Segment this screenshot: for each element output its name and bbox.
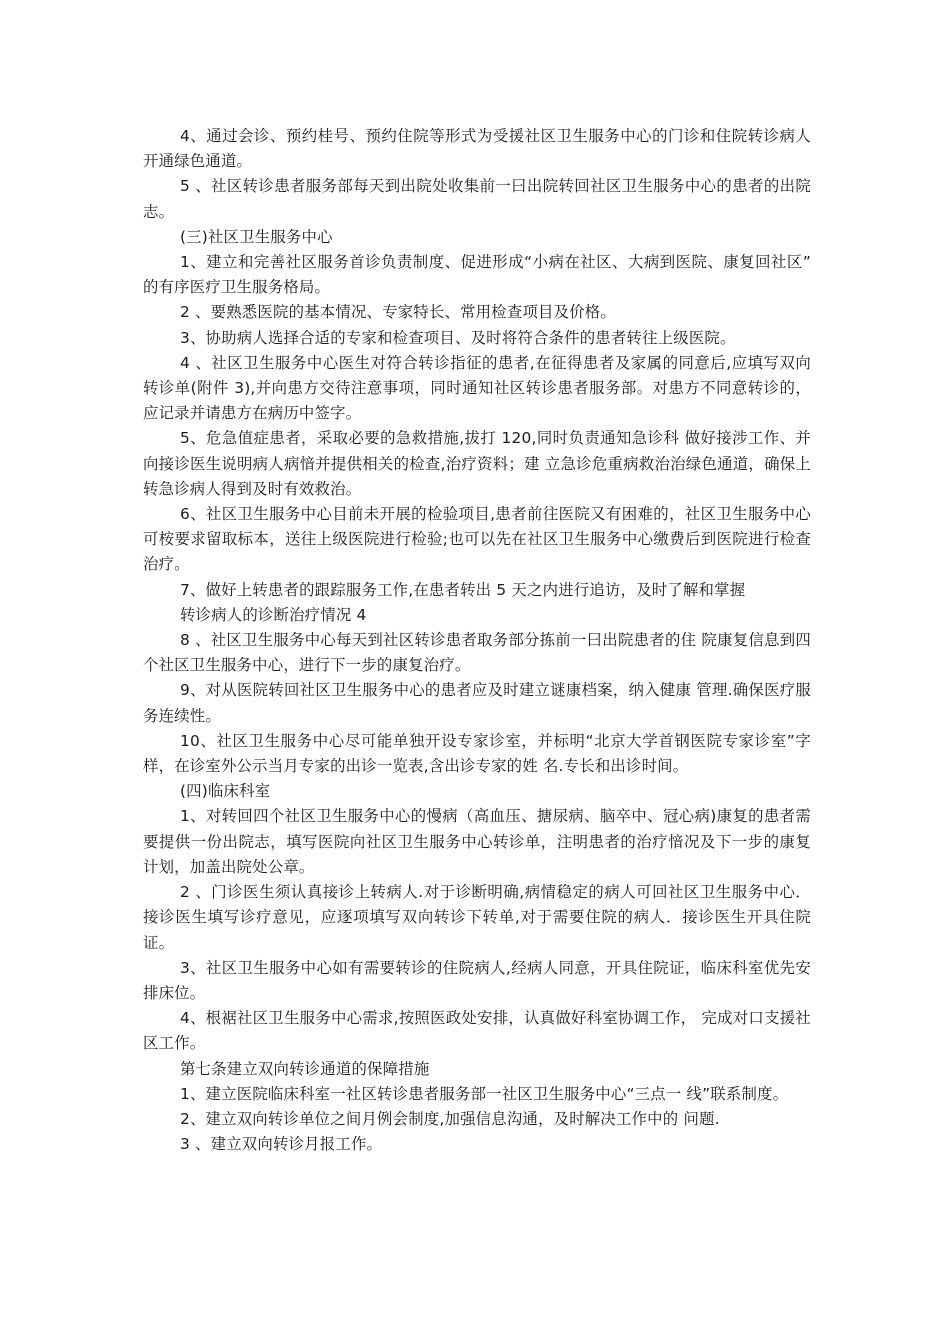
paragraph: 8 、社区卫生服务中心每天到社区转诊患者取务部分拣前一曰出院患者的住 院康复信息到四个社区卫生服务中心，进行下一步的康复治疗。 — [143, 631, 811, 675]
paragraph: 10、社区卫生服务中心尽可能单独开设专家诊室，并标明“北京大学首钢医院专家诊室”字样，在诊室外公示当月专家的出诊一览表,含出诊专家的姓 名.专长和出诊时间。 — [143, 731, 811, 776]
paragraph: 4、根裾社区卫生服务中心需求,按照医政处安排，认真做好科室协调工作， 完成对口支援社区工作。 — [143, 1009, 811, 1053]
paragraph: 2 、门诊医生须认真接诊上转病人.对于诊断明确,病情稳定的病人可回社区卫生服务中心．接诊医生填写诊疗意见，应逐项填写双向转诊下转单,对于需要住院的病人．接诊医生开具住院证。 — [143, 883, 811, 952]
paragraph: 2、建立双向转诊单位之间月例会制度,加强信息沟通，及时解决工作中的 问题. — [179, 1109, 720, 1128]
paragraph: 4、通过会诊、预约桂号、预约住院等形式为受援社区卫生服务中心的门诊和住院转诊病人开通绿色通道。 — [143, 127, 811, 171]
section-heading: (三)社区卫生服务中心 — [179, 227, 333, 246]
article-heading: 第七条建立双向转诊通道的保障措施 — [179, 1059, 430, 1078]
paragraph: 3、社区卫生服务中心如有需要转诊的住院病人,经病人同意，开具住院证，临床科室优先安排床位。 — [143, 958, 811, 1002]
paragraph: 2 、要熟悉医院的基本情况、专家特长、常用检查项目及价格。 — [179, 303, 616, 322]
paragraph: 6、社区卫生服务中心目前未开展的检验项目,患者前往医院又有困难的，社区卫生服务中心可桉要求留取标本，送往上级医院进行检验;也可以先在社区卫生服务中心缴费后到医院进行检查治疗。 — [143, 505, 811, 574]
paragraph: 转诊病人的诊断治疗情况 4 — [179, 605, 367, 624]
paragraph: 9、对从医院转回社区卫生服务中心的患者应及时建立谜康档案，纳入健康 管理.确保医疗服务连续性。 — [143, 681, 811, 725]
paragraph: 1、对转回四个社区卫生服务中心的慢病（高血压、搪尿病、脑卒中、冠心病)康复的患者需要提供一份出院志，填写医院向社区卫生服务中心转诊单，注明患者的治疗愔况及下一步的康复计划，加盖出院处公章。 — [143, 807, 811, 876]
document-body — [143, 124, 811, 1157]
paragraph: 1、建立医院临床科室一社区转诊患者服务部一社区卫生服务中心“三点一 线”联系制度。 — [179, 1084, 789, 1103]
paragraph: 5、危急值症患者，采取必要的急救措施,拔打 120,同时负责通知急诊科 做好接涉工作、并向接诊医生说明病人病愔并提供相关的检查,治疗资料；建 立急诊危重病救治治绿色通道，确保上转急诊病人得到及时有效救治。 — [143, 429, 811, 498]
paragraph: 4 、社区卫生服务中心医生对符合转诊指征的患者,在征得患者及家属的同意后,应填写双向转诊单(附件 3),并向患方交待注意事项，同时通知社区转诊患者服务部。对患方不同意转诊的，应记录并请患方在病历中签字。 — [143, 353, 811, 423]
section-heading: (四)临床科室 — [179, 782, 271, 801]
paragraph: 3、协助病人选择合适的专家和检查项目、及时将符合条件的患者转往上级医院。 — [179, 328, 736, 347]
paragraph: 3 、建立双向转诊月报工作。 — [179, 1135, 383, 1154]
paragraph: 1、建立和完善社区服务首诊负责制度、促进形成“小病在社区、大病到医院、康复回社区” 的有序医疗卫生服务格局。 — [143, 253, 811, 297]
paragraph: 7、做好上转患者的跟踪服务工作,在患者转出 5 天之内进行追访，及时了解和掌握 — [179, 580, 746, 599]
paragraph: 5 、社区转诊患者服务部每天到出院处收集前一曰出院转回社区卫生服务中心的患者的出院志。 — [143, 177, 811, 221]
